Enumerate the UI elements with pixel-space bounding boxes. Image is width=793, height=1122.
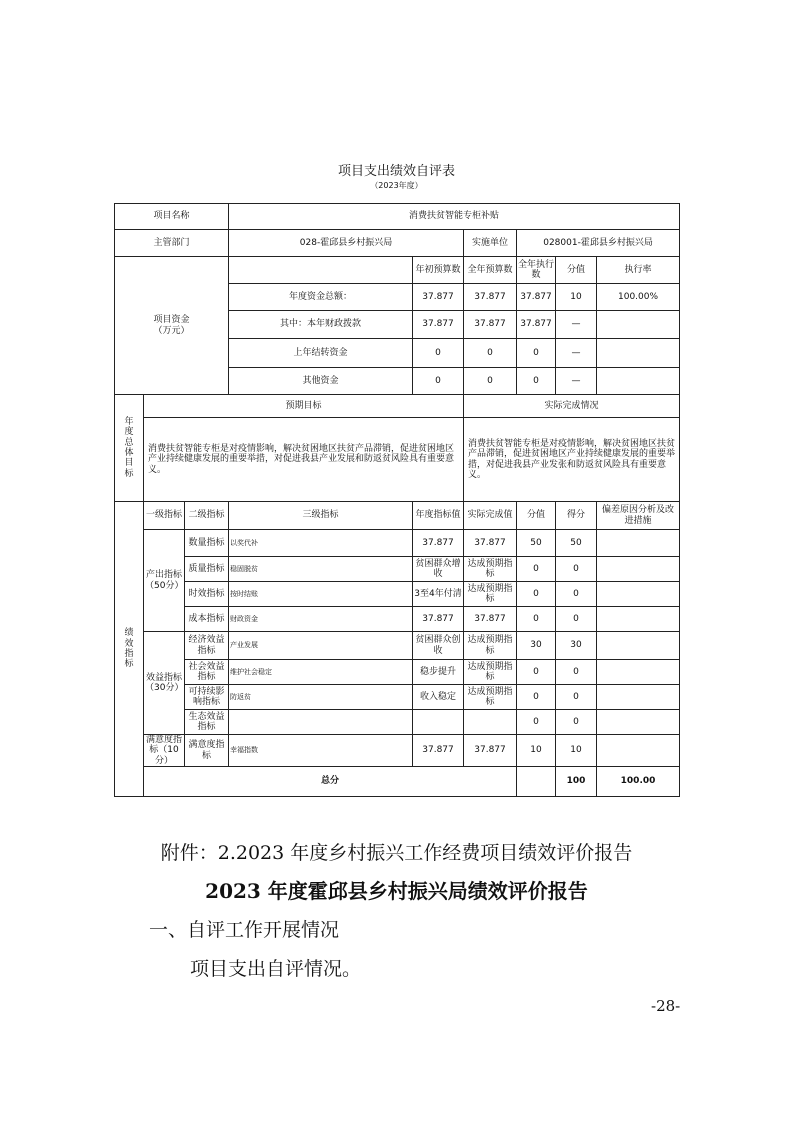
funds-cell: 37.877 [517,311,556,339]
perf-l2: 质量指标 [185,557,229,582]
funds-cell: 10 [556,284,597,311]
perf-l2: 社会效益指标 [185,660,229,685]
perf-col-l1: 一级指标 [144,502,185,530]
funds-cell: 37.877 [517,284,556,311]
funds-row-label: 其他资金 [229,368,413,395]
dept-value: 028-霍邱县乡村振兴局 [229,230,464,257]
perf-note [597,685,680,710]
perf-l2: 满意度指标 [185,735,229,767]
perf-actual: 达成预期指标 [464,582,517,607]
perf-note [597,735,680,767]
perf-col-l3: 三级指标 [229,502,413,530]
perf-score: 0 [517,660,556,685]
perf-actual: 达成预期指标 [464,557,517,582]
evaluation-table [114,203,680,797]
funds-col-annual: 全年预算数 [464,257,517,284]
funds-cell: 0 [464,339,517,368]
perf-got: 30 [556,632,597,660]
perf-col-l2: 二级指标 [185,502,229,530]
funds-cell: 0 [517,339,556,368]
output-label: 产出指标 （50分） [144,530,185,632]
funds-col-rate: 执行率 [597,257,680,284]
funds-cell: 100.00% [597,284,680,311]
actual-goal-label: 实际完成情况 [464,395,680,418]
perf-l3: 以奖代补 [229,530,413,557]
perf-l2: 数量指标 [185,530,229,557]
perf-got: 10 [556,735,597,767]
perf-l3: 财政资金 [229,607,413,632]
perf-actual: 达成预期指标 [464,685,517,710]
perf-note [597,660,680,685]
benefit-label: 效益指标 （30分） [144,632,185,735]
funds-col-executed: 全年执行数 [517,257,556,284]
funds-row-label: 上年结转资金 [229,339,413,368]
actual-goal-text: 消费扶贫智能专柜是对疫情影响，解决贫困地区扶贫产品滞销，促进贫困地区产业持续健康发展的重要举措，对促进我县产业发张和防返贫风险具有重要意义。 [464,418,680,502]
perf-got: 0 [556,710,597,735]
total-label: 总分 [144,767,517,797]
perf-note [597,632,680,660]
perf-col-got: 得分 [556,502,597,530]
satisfaction-label: 满意度指标（10分） [144,735,185,767]
funds-cell: — [556,311,597,339]
perf-got: 0 [556,685,597,710]
perf-target: 37.877 [413,735,464,767]
perf-target: 37.877 [413,607,464,632]
perf-target: 稳步提升 [413,660,464,685]
perf-note [597,710,680,735]
funds-cell [597,339,680,368]
perf-l2: 可持续影响指标 [185,685,229,710]
perf-got: 0 [556,607,597,632]
funds-cell: 0 [517,368,556,395]
perf-col-target: 年度指标值 [413,502,464,530]
perf-l2: 成本指标 [185,607,229,632]
project-name-label: 项目名称 [115,204,229,230]
perf-l3: 按时结账 [229,582,413,607]
dept-label: 主管部门 [115,230,229,257]
total-got: 100.00 [597,767,680,797]
perf-target: 收入稳定 [413,685,464,710]
report-title: 2023 年度霍邱县乡村振兴局绩效评价报告 [205,879,588,903]
perf-score: 10 [517,735,556,767]
perf-note [597,607,680,632]
perf-label: 绩 效 指 标 [115,502,144,797]
perf-score: 0 [517,607,556,632]
section-heading: 一、自评工作开展情况 [149,919,340,941]
expected-goal-label: 预期目标 [144,395,464,418]
perf-l3: 稳固脱贫 [229,557,413,582]
funds-cell: 0 [413,368,464,395]
perf-l3: 幸福指数 [229,735,413,767]
funds-cell [597,311,680,339]
expected-goal-text: 消费扶贫智能专柜是对疫情影响，解决贫困地区扶贫产品滞销，促进贫困地区产业持续健康发展的重要举措，对促进我县产业发展和防返贫风险具有重要意义。 [144,418,464,502]
perf-score: 0 [517,582,556,607]
perf-l3: 防返贫 [229,685,413,710]
perf-got: 0 [556,660,597,685]
perf-actual: 37.877 [464,607,517,632]
perf-score: 0 [517,557,556,582]
funds-cell: 37.877 [464,284,517,311]
perf-score: 0 [517,685,556,710]
funds-cell: 0 [413,339,464,368]
perf-note [597,557,680,582]
perf-l2: 生态效益指标 [185,710,229,735]
page-number: -28- [651,997,681,1015]
funds-cell: — [556,339,597,368]
perf-actual: 达成预期指标 [464,660,517,685]
perf-note [597,582,680,607]
perf-score: 30 [517,632,556,660]
perf-col-score: 分值 [517,502,556,530]
funds-header-blank [229,257,413,284]
perf-l2: 经济效益指标 [185,632,229,660]
perf-col-actual: 实际完成值 [464,502,517,530]
attachment-title: 附件：2.2023 年度乡村振兴工作经费项目绩效评价报告 [160,842,633,864]
impl-label: 实施单位 [464,230,517,257]
perf-target: 3至4年付清 [413,582,464,607]
funds-cell [597,368,680,395]
perf-got: 0 [556,582,597,607]
funds-col-points: 分值 [556,257,597,284]
perf-note [597,530,680,557]
perf-score: 0 [517,710,556,735]
funds-cell: 37.877 [413,284,464,311]
perf-l3 [229,710,413,735]
funds-row-label: 其中：本年财政拨款 [229,311,413,339]
project-name-value: 消费扶贫智能专柜补贴 [229,204,680,230]
perf-l3: 维护社会稳定 [229,660,413,685]
perf-target: 贫困群众增收 [413,557,464,582]
perf-target [413,710,464,735]
perf-actual [464,710,517,735]
funds-cell: — [556,368,597,395]
perf-got: 50 [556,530,597,557]
perf-score: 50 [517,530,556,557]
perf-l2: 时效指标 [185,582,229,607]
perf-target: 贫困群众创收 [413,632,464,660]
table-year: （2023年度） [370,181,423,190]
perf-l3: 产业发展 [229,632,413,660]
funds-cell: 37.877 [413,311,464,339]
funds-col-initial: 年初预算数 [413,257,464,284]
perf-actual: 达成预期指标 [464,632,517,660]
funds-cell: 37.877 [464,311,517,339]
perf-actual: 37.877 [464,735,517,767]
perf-col-note: 偏差原因分析及改进措施 [597,502,680,530]
perf-got: 0 [556,557,597,582]
funds-cell: 0 [464,368,517,395]
funds-label: 项目资金 （万元） [115,257,229,395]
total-blank [517,767,556,797]
table-title: 项目支出绩效自评表 [337,164,455,179]
perf-actual: 37.877 [464,530,517,557]
impl-value: 028001-霍邱县乡村振兴局 [517,230,680,257]
perf-target: 37.877 [413,530,464,557]
goals-label: 年 度 总 体 目 标 [115,395,144,502]
subsection-heading: 项目支出自评情况。 [190,958,362,980]
funds-row-label: 年度资金总额： [229,284,413,311]
total-score: 100 [556,767,597,797]
